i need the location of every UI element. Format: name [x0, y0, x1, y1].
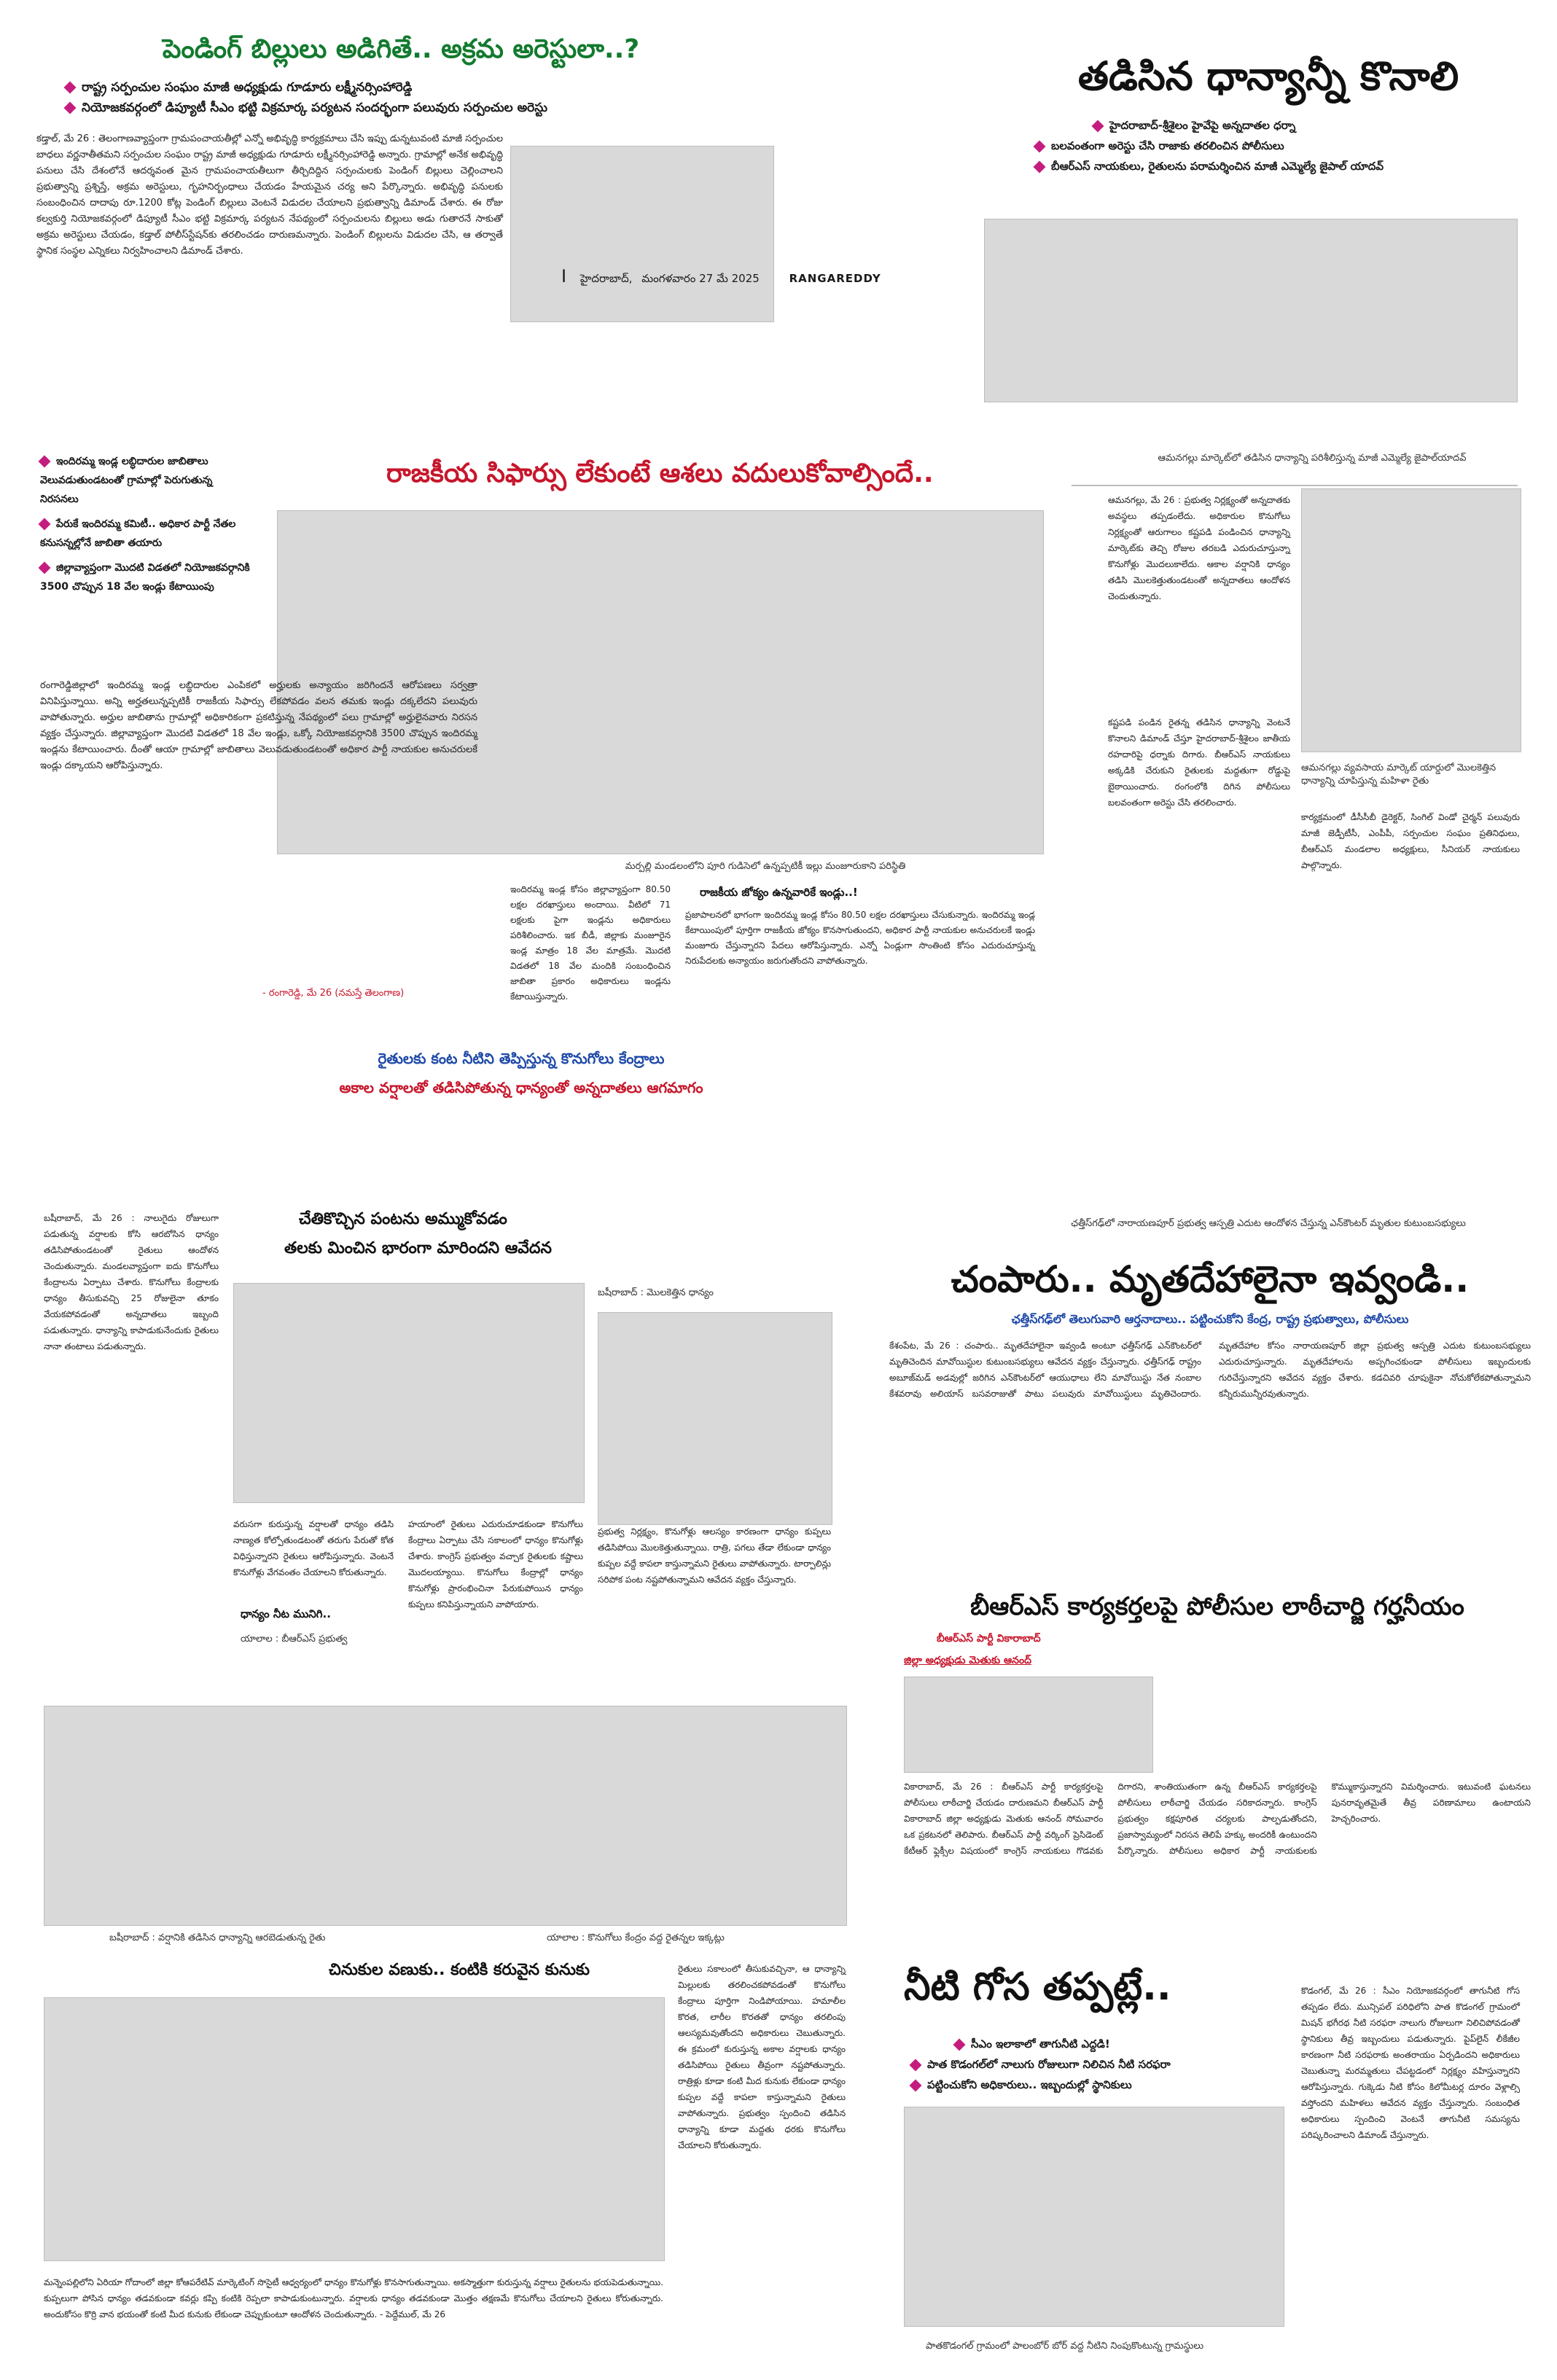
masthead-glyph: I: [561, 266, 567, 286]
masthead-edition: RANGAREDDY: [789, 272, 881, 285]
sidebar-point: జిల్లావ్యాప్తంగా మొదటి విడతలో నియోజకవర్గానికి 3500 చొప్పున 18 వేల ఇండ్లు కేటాయింపు: [40, 558, 251, 596]
story-indiramma-sidebar: [40, 452, 251, 602]
bullet-icon: [64, 82, 77, 94]
news-photo: [44, 1706, 847, 1926]
story-body-column: కష్టపడి పండిన రైతన్న తడిసిన ధాన్యాన్ని వెంటనే కొనాలని డిమాండ్ చేస్తూ హైదరాబాద్-శ్రీశైలం జాతీయ రహదారిపై ధర్నాకు దిగారు. బీఆర్ఎస్ నాయకులు అక్కడికి చేరుకుని రైతులకు మద్దతుగా రోడ్డుపై బైఠాయించారు. రంగంలోకి దిగిన పోలీసులు బలవంతంగా అరెస్టు చేసి తరలించారు.: [1108, 717, 1290, 808]
news-photo: [233, 1283, 585, 1503]
story-body-column: కొడంగల్, మే 26 : సీఎం నియోజకవర్గంలో తాగునీటి గోస తప్పడం లేదు. మున్సిపల్ పరిధిలోని పాత కొడంగల్ గ్రామంలో మిషన్ భగీరథ నీటి సరఫరా నాలుగు రోజులుగా నిలిచిపోవడంతో స్థానికులు తీవ్ర ఇబ్బందులు పడుతున్నారు. పైప్‌లైన్ లీకేజీల కారణంగా నీటి సరఫరాకు అంతరాయం ఏర్పడిందని అధికారులు చెబుతున్నా మరమ్మతులు చేపట్టడంలో నిర్లక్ష్యం వహిస్తున్నారని ఆరోపిస్తున్నారు. గుక్కెడు నీటి కోసం కిలోమీటర్ల దూరం వెళ్లాల్సి వస్తోందని మహిళలు ఆవేదన వ్యక్తం చేస్తున్నారు. సంబంధిత అధికారులు స్పందించి వెంటనే తాగునీటి సమస్యను పరిష్కరించాలని డిమాండ్ చేస్తున్నారు.: [1301, 1986, 1520, 2140]
story-subheadline: నియోజకవర్గంలో డిప్యూటీ సీఎం భట్టి విక్రమార్క పర్యటన సందర్భంగా పలువురు సర్పంచుల అరెస్టు: [66, 98, 765, 118]
news-photo: [510, 146, 774, 322]
story-body-column: రైతులు సకాలంలో తీసుకువచ్చినా, ఆ ధాన్యాన్ని మిల్లులకు తరలించకపోవడంతో కొనుగోలు కేంద్రాలు పూర్తిగా నిండిపోయాయి. హమాలీల కొరత, లారీల కొరతతో ధాన్యం తరలింపు ఆలస్యమవుతోందని అధికారులు చెబుతున్నారు. ఈ క్రమంలో కురుస్తున్న అకాల వర్షాలకు ధాన్యం తడిసిపోయి రైతులు తీవ్రంగా నష్టపోతున్నారు. రాత్రిళ్లు కూడా కంటి మీద కునుకు లేకుండా ధాన్యం కుప్పల వద్దే కాపలా కాస్తున్నామని రైతులు వాపోతున్నారు. ప్రభుత్వం స్పందించి తడిసిన ధాన్యాన్ని కూడా మద్దతు ధరకు కొనుగోలు చేయాలని కోరుతున్నారు.: [678, 1964, 846, 2150]
story-body-column: ప్రజాపాలనలో భాగంగా ఇందిరమ్మ ఇండ్ల కోసం 80.50 లక్షల దరఖాస్తులు చేసుకున్నారు. ఇందిరమ్మ ఇండ్ల కేటాయింపులో పూర్తిగా రాజకీయ జోక్యం కొనసాగుతుందని, అధికార పార్టీ నాయకుల అనుచరులకే ఇండ్లు మంజూరు చేస్తున్నారని పేదలు ఆరోపిస్తున్నారు. ఎన్నో ఏండ్లుగా సొంతింటి కోసం ఎదురుచూస్తున్న నిరుపేదలకు అన్యాయం జరుగుతోందని వాపోతున్నారు.: [685, 910, 1035, 966]
bullet-icon: [1034, 160, 1046, 173]
story-body: వికారాబాద్, మే 26 : బీఆర్ఎస్ పార్టీ కార్యకర్తలపై పోలీసులు లాఠీచార్జి చేయడం దారుణమని బీఆర్ఎస్ పార్టీ వికారాబాద్ జిల్లా అధ్యక్షుడు మెతుకు ఆనంద్ సోమవారం ఒక ప్రకటనలో తెలిపారు. బీఆర్ఎస్ పార్టీ వర్కింగ్ ప్రెసిడెంట్ కేటీఆర్ ఫ్లెక్సీల విషయంలో కాంగ్రెస్ నాయకులు గొడవకు దిగారని, శాంతియుతంగా ఉన్న బీఆర్ఎస్ కార్యకర్తలపై పోలీసులు లాఠీచార్జి చేయడం సరికాదన్నారు. కాంగ్రెస్ ప్రభుత్వం కక్షపూరిత చర్యలకు పాల్పడుతోందని, ప్రజాస్వామ్యంలో నిరసన తెలిపే హక్కు అందరికీ ఉంటుందని పేర్కొన్నారు. పోలీసులు అధికార పార్టీ నాయకులకు కొమ్ముకాస్తున్నారని విమర్శించారు. ఇటువంటి ఘటనలు పునరావృతమైతే తీవ్ర పరిణామాలు ఉంటాయని హెచ్చరించారు.: [904, 1782, 1531, 1856]
bullet-icon: [39, 562, 51, 574]
story-subheadline: సీఎం ఇలాకాలో తాగునీటి ఎద్దడి!: [955, 2034, 1290, 2054]
story-headline: పెండింగ్ బిల్లులు అడిగితే.. అక్రమ అరెస్టులా..?: [162, 34, 640, 64]
page-masthead: [561, 266, 926, 288]
story-body: రంగారెడ్డిజిల్లాలో ఇందిరమ్మ ఇండ్ల లబ్ధిదారుల ఎంపికలో అర్హులకు అన్యాయం జరిగిందనే ఆరోపణలు సర్వత్రా వినిపిస్తున్నాయి. అన్ని అర్హతలున్నప్పటికీ రాజకీయ సిఫార్సు లేకపోవడం వలన తమకు ఇండ్లు దక్కలేదని పలువురు వాపోతున్నారు. అర్హుల జాబితాను గ్రామాల్లో అధికారికంగా ప్రకటిస్తున్న నేపథ్యంలో పలు గ్రామాల్లో అర్హులైనవారు నిరసన వ్యక్తం చేస్తున్నారు. జిల్లావ్యాప్తంగా మొదటి విడతలో 18 వేల ఇండ్లు, ఒక్కో నియోజకవర్గానికి 3500 చొప్పున ఇందిరమ్మ ఇండ్లను కేటాయించారు. దీంతో ఆయా గ్రామాల్లో జాబితాలు వెలువడుతుండటంతో అధికార పార్టీ నాయకుల అనుచరులకే ఇండ్లు దక్కాయని ఆరోపిస్తున్నారు.: [40, 680, 477, 771]
story-headline: నీటి గోస తప్పట్లే..: [904, 1965, 1171, 2009]
story-headline: చంపారు.. మృతదేహాలైనా ఇవ్వండి..: [951, 1258, 1470, 1300]
story-byline: జిల్లా అధ్యక్షుడు మెతుకు ఆనంద్: [904, 1655, 1031, 1666]
news-photo: [904, 2107, 1284, 2327]
bullet-icon: [1092, 120, 1104, 132]
story-column-title: రాజకీయ జోక్యం ఉన్నవారికే ఇండ్లు..!: [700, 886, 858, 899]
story-body-column: వరుసగా కురుస్తున్న వర్షాలతో ధాన్యం తడిసి నాణ్యత కోల్పోతుండటంతో తరుగు పేరుతో కోత విధిస్తున్నారని రైతులు ఆరోపిస్తున్నారు. వెంటనే కొనుగోళ్లు వేగవంతం చేయాలని కోరుతున్నారు.: [233, 1519, 394, 1577]
news-photo: [904, 1677, 1153, 1773]
news-photo: [598, 1312, 832, 1525]
story-body-column: ఇందిరమ్మ ఇండ్ల కోసం జిల్లావ్యాప్తంగా 80.50 లక్షల దరఖాస్తులు అందాయి. వీటిలో 71 లక్షలకు పైగా ఇండ్లను అధికారులు పరిశీలించారు. ఇక బీడీ, జిల్లాకు మంజూరైన ఇండ్ల మాత్రం 18 వేల మాత్రమే. మొదటి విడతలో 18 వేల మందికి సంబంధించిన జాబితా ప్రకారం అధికారులు ఇండ్లను కేటాయిస్తున్నారు.: [510, 884, 671, 1002]
bullet-icon: [910, 2059, 922, 2071]
story-subheadline: పాత కొడంగల్‌లో నాలుగు రోజులుగా నిలిచిన నీటి సరఫరా: [911, 2054, 1290, 2075]
bullet-icon: [1034, 140, 1046, 152]
news-photo: [1301, 488, 1521, 752]
news-photo: [1072, 485, 1518, 486]
photo-credit: యాలాల : బీఆర్ఎస్ ప్రభుత్వ: [241, 1634, 348, 1644]
story-headline: రాజకీయ సిఫార్సు లేకుంటే ఆశలు వదులుకోవాల్సిందే..: [386, 459, 934, 488]
bullet-icon: [910, 2079, 922, 2091]
photo-caption: ఛత్తీస్‌గఢ్‌లో నారాయణపూర్ ప్రభుత్వ ఆస్పత్రి ఎదుట ఆందోళన చేస్తున్న ఎన్‌కౌంటర్ మృతుల కుటుంబసభ్యులు: [1071, 1218, 1466, 1229]
story-headline: తలకు మించిన భారంగా మారిందని ఆవేదన: [284, 1239, 552, 1257]
story-column-title: ధాన్యం నీట మునిగి..: [241, 1607, 331, 1620]
bullet-icon: [64, 102, 77, 114]
story-byline: బీఆర్ఎస్ పార్టీ వికారాబాద్: [937, 1633, 1041, 1644]
masthead-place: హైదరాబాద్,: [580, 272, 633, 285]
bullet-icon: [39, 456, 51, 468]
story-subheadline: బీఆర్ఎస్ నాయకులు, రైతులను పరామర్శించిన మాజీ ఎమ్మెల్యే జైపాల్ యాదవ్: [1035, 156, 1531, 176]
sidebar-point: పేరుకే ఇందిరమ్మ కమిటీ.. అధికార పార్టీ నేతల కనుసన్నల్లోనే జాబితా తయారు: [40, 515, 251, 553]
bullet-icon: [39, 518, 51, 531]
story-headline: చేతికొచ్చిన పంటను అమ్ముకోవడం: [299, 1210, 507, 1228]
photo-caption: పాతకొడంగల్ గ్రామంలో పాలంబోర్ బోర్ వద్ద నీటిని నింపుకొంటున్న గ్రామస్థులు: [926, 2341, 1204, 2352]
story-subheadline: బలవంతంగా అరెస్టు చేసి రాజాకు తరలించిన పోలీసులు: [1035, 136, 1531, 156]
story-body-column: బషీరాబాద్, మే 26 : నాలుగైదు రోజులుగా పడుతున్న వర్షాలకు కోసి ఆరబోసిన ధాన్యం తడిసిపోతుండటంతో రైతులు ఆందోళన చెందుతున్నారు. మండలవ్యాప్తంగా ఐదు కొనుగోలు కేంద్రాలను ఏర్పాటు చేశారు. కొనుగోలు కేంద్రాలకు ధాన్యం తీసుకువచ్చి 25 రోజులైనా తూకం వేయకపోవడంతో అన్నదాతలు ఇబ్బంది పడుతున్నారు. ధాన్యాన్ని కాపాడుకునేందుకు రైతులు నానా తంటాలు పడుతున్నారు.: [44, 1213, 219, 1351]
photo-caption: ఆమనగల్లు మార్కెట్‌లో తడిసిన ధాన్యాన్ని పరిశీలిస్తున్న మాజీ ఎమ్మెల్యే జైపాల్‌యాదవ్: [1158, 453, 1467, 464]
photo-caption: మర్పల్లి మండలంలోని పూరి గుడిసెలో ఉన్నప్పటికీ ఇల్లు మంజూరుకాని పరిస్థితి: [625, 861, 906, 872]
story-body-column: హయాంలో రైతులు ఎదురుచూడకుండా కొనుగోలు కేంద్రాలు ఏర్పాటు చేసి సకాలంలో ధాన్యం కొనుగోళ్లు చేశారు. కాంగ్రెస్ ప్రభుత్వం వచ్చాక రైతులకు కష్టాలు మొదలయ్యాయి. కొనుగోలు కేంద్రాల్లో ధాన్యం కొనుగోళ్లు ప్రారంభించినా పేరుకుపోయిన ధాన్యం కుప్పలు కనిపిస్తున్నాయని వాపోయారు.: [408, 1519, 583, 1610]
sidebar-point: ఇందిరమ్మ ఇండ్ల లబ్ధిదారుల జాబితాలు వెలువడుతుండటంతో గ్రామాల్లో పెరుగుతున్న నిరసనలు: [40, 452, 251, 509]
story-body: కేశంపేట, మే 26 : చంపారు.. మృతదేహాలైనా ఇవ్వండి అంటూ ఛత్తీస్‌గఢ్ ఎన్‌కౌంటర్‌లో మృతిచెందిన మావోయిస్టుల కుటుంబసభ్యులు ఆవేదన వ్యక్తం చేస్తున్నారు. ఛత్తీస్‌గఢ్ రాష్ట్రం అబూజ్‌మడ్ అడవుల్లో జరిగిన ఎన్‌కౌంటర్‌లో ఆయుధాలు లేని మావోయిస్టు నేత నంబాల కేశవరావు అలియాస్ బసవరాజుతో పాటు పలువురు మావోయిస్టులు మృతిచెందారు. మృతదేహాల కోసం నారాయణపూర్ జిల్లా ప్రభుత్వ ఆస్పత్రి ఎదుట కుటుంబసభ్యులు ఎదురుచూస్తున్నారు. మృతదేహాలను అప్పగించకుండా పోలీసులు ఇబ్బందులకు గురిచేస్తున్నారని ఆవేదన వ్యక్తం చేశారు. కడచివరి చూపుకైనా నోచుకోలేకపోతున్నామని కన్నీరుమున్నీరవుతున్నారు.: [889, 1341, 1531, 1399]
photo-caption: యాలాల : కొనుగోలు కేంద్రం వద్ద రైతన్నల ఇక్కట్లు: [547, 1932, 725, 1943]
photo-caption: బషీరాబాద్ : మొలకెత్తిన ధాన్యం: [598, 1287, 714, 1298]
story-wet-grain: [1006, 51, 1531, 176]
story-body-column: ప్రభుత్వ నిర్లక్ష్యం, కొనుగోళ్లు ఆలస్యం కారణంగా ధాన్యం కుప్పలు తడిసిపోయి మొలకెత్తుతున్నాయి. రాత్రి, పగలు తేడా లేకుండా ధాన్యం కుప్పల వద్దే కాపలా కాస్తున్నామని రైతులు వాపోతున్నారు. టార్పాలిన్లు సరిపోక పంట నష్టపోతున్నామని ఆవేదన వ్యక్తం చేస్తున్నారు.: [598, 1526, 831, 1585]
story-subheadline: పట్టించుకోని అధికారులు.. ఇబ్బందుల్లో స్థానికులు: [911, 2075, 1290, 2095]
news-photo: [44, 1997, 665, 2261]
story-footer-text: మన్నెంపల్లిలోని ఏరియా గోదాంలో జిల్లా కోఆపరేటివ్ మార్కెటింగ్ సొసైటీ ఆధ్వర్యంలో ధాన్యం కొనుగోళ్లు కొనసాగుతున్నాయి. అకస్మాత్తుగా కురుస్తున్న వర్షాలు రైతులను భయపెడుతున్నాయి. కుప్పలుగా పోసిన ధాన్యం తడవకుండా కవర్లు కప్పి కంటికి రెప్పలా కాపాడుకుంటున్నారు. వర్షాలకు ధాన్యం తడవకుండా మొత్తం తక్షణమే కొనుగోలు చేయాలని రైతులు కోరుతున్నారు. అందుకోసం కొర్రి వాన భయంతో కంటి మీద కునుకు లేకుండా చెప్పుకుంటూ ఆందోళన చెందుతున్నారు. - పెద్దేముల్, మే 26: [44, 2277, 663, 2319]
photo-caption: ఆమనగల్లు వ్యవసాయ మార్కెట్ యార్డులో మొలకెత్తిన ధాన్యాన్ని చూపిస్తున్న మహిళా రైతు: [1301, 762, 1496, 787]
photo-caption: బషీరాబాద్ : వర్షానికి తడిసిన ధాన్యాన్ని ఆరబెడుతున్న రైతు: [109, 1932, 326, 1943]
story-body-column: కార్యక్రమంలో డీసీసీబీ డైరెక్టర్, సింగిల్ విండో చైర్మన్ పలువురు మాజీ జెడ్పీటీసీ, ఎంపీపీ, సర్పంచుల సంఘం ప్రతినిధులు, బీఆర్ఎస్ మండలాల అధ్యక్షులు, సీనియర్ నాయకులు పాల్గొన్నారు.: [1301, 812, 1520, 870]
section-banner: రైతులకు కంట నీటిని తెప్పిస్తున్న కొనుగోలు కేంద్రాలు: [378, 1050, 665, 1067]
section-banner: అకాల వర్షాలతో తడిసిపోతున్న ధాన్యంతో అన్నదాతలు ఆగమాగం: [339, 1079, 703, 1096]
bullet-icon: [953, 2038, 966, 2051]
story-subheadline: ఛత్తీస్‌గఢ్‌లో తెలుగువారి ఆర్తనాదాలు.. పట్టించుకోని కేంద్ర, రాష్ట్ర ప్రభుత్వాలు, పోలీసులు: [1011, 1312, 1409, 1326]
story-subheadline: హైదరాబాద్-శ్రీశైలం హైవేపై అన్నదాతల ధర్నా: [1093, 115, 1531, 136]
story-dateline: - రంగారెడ్డి, మే 26 (నమస్తే తెలంగాణ): [262, 988, 405, 999]
story-headline: తడిసిన ధాన్యాన్నీ కొనాలి: [1077, 53, 1459, 99]
story-subheadline: రాష్ట్ర సర్పంచుల సంఘం మాజీ అధ్యక్షుడు గూడూరు లక్ష్మీనర్సింహారెడ్డి: [66, 77, 765, 98]
masthead-date: మంగళవారం 27 మే 2025: [641, 272, 760, 285]
news-photo: [984, 219, 1518, 402]
story-subheadlines: [911, 2034, 1290, 2095]
story-headline: బీఆర్ఎస్ కార్యకర్తలపై పోలీసుల లాఠీచార్జి గర్హనీయం: [970, 1592, 1464, 1621]
story-body: కడ్తాల్, మే 26 : తెలంగాణవ్యాప్తంగా గ్రామపంచాయతీల్లో ఎన్నో అభివృద్ధి కార్యక్రమాలు చేసి ఇప్పు డున్నటువంటి మాజీ సర్పంచుల బాధలు వర్ణనాతీతమని సర్పంచుల సంఘం రాష్ట్ర మాజీ అధ్యక్షుడు గూడూరు లక్ష్మీనర్సింహారెడ్డి అన్నారు. గ్రామాల్లో అనేక అభివృద్ధి పనులు చేసి దేశంలోనే ఆదర్శవంత మైన గ్రామపంచాయతీలుగా తీర్చిదిద్దిన సర్పంచులకు పెండింగ్ బిల్లులు చెల్లించాలని ప్రభుత్వాన్ని ప్రశ్నిస్తే, అక్రమ అరెస్టులు, గృహనిర్బంధాలు చేయడం హేయమైన చర్య అని పేర్కొన్నారు. అభివృద్ధి పనులకు సంబంధించిన దాదాపు రూ.1200 కోట్ల పెండింగ్ బిల్లులు వెంటనే విడుదల చేయాలని ప్రభుత్వాన్ని డిమాండ్ చేశారు. ఈ రోజు కల్వకుర్తి నియోజకవర్గంలో డిప్యూటీ సీఎం భట్టి విక్రమార్క పర్యటన నేపథ్యంలో సర్పంచులను బిల్లులు అడు గుతారనే సాకుతో అక్రమ అరెస్టులు చేయడం, కడ్తాల్ పోలీస్‌స్టేషన్‌కు తరలించడం దారుణమన్నారు. పెండింగ్ బిల్లులను విడుదల చేసి, ఆ తర్వాతే స్థానిక సంస్థల ఎన్నికలు నిర్వహించాలని డిమాండ్ చేశారు.: [36, 133, 503, 257]
story-headline: చినుకుల వణుకు.. కంటికి కరువైన కునుకు: [328, 1961, 590, 1979]
story-body-column: ఆమనగల్లు, మే 26 : ప్రభుత్వ నిర్లక్ష్యంతో అన్నదాతకు అవస్థలు తప్పడంలేదు. అధికారుల కొనుగోలు నిర్లక్ష్యంతో ఆరుగాలం కష్టపడి పండించిన ధాన్యాన్ని మార్కెట్‌కు తెచ్చి రోజుల తరబడి ఎదురుచూస్తున్నా కొనుగోళ్లు మొదలుకాలేదు. ఆకాల వర్షానికి ధాన్యం తడిసి మొలకెత్తుతుండటంతో అన్నదాతలు ఆందోళన చెందుతున్నారు.: [1108, 495, 1290, 601]
